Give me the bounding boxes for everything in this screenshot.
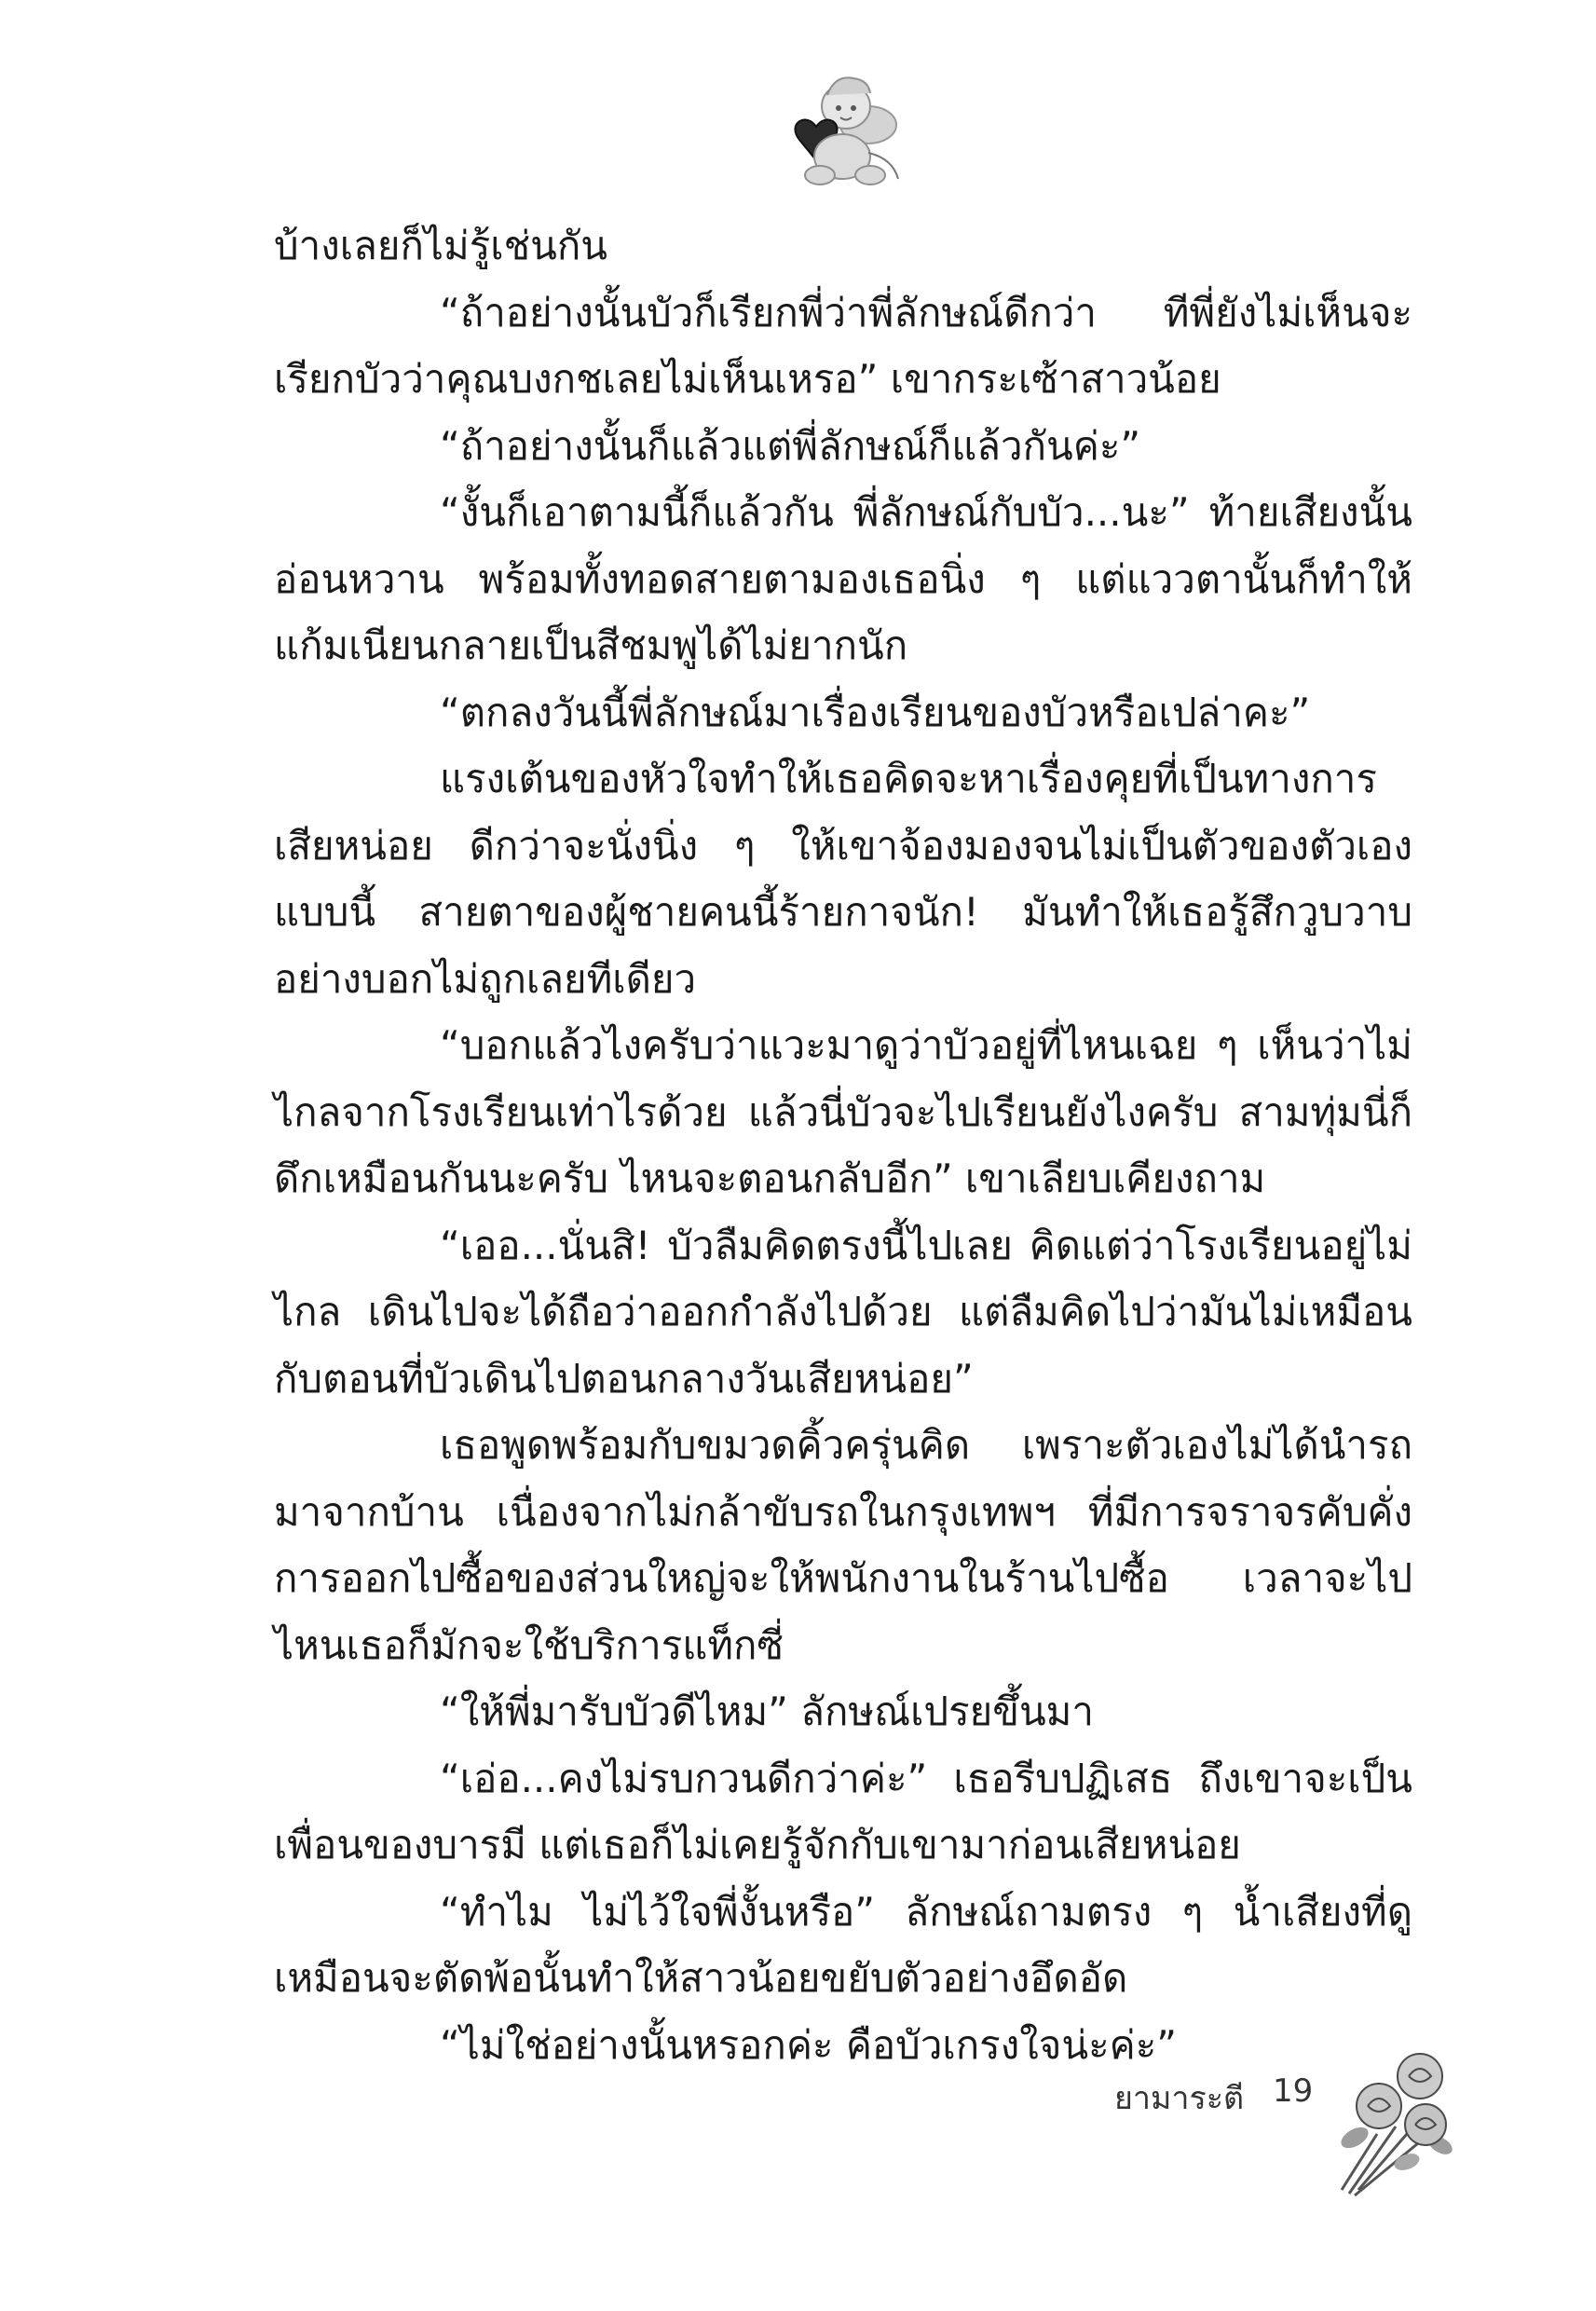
paragraph: “ถ้าอย่างนั้นบัวก็เรียกพี่ว่าพี่ลักษณ์ดีกว่า ทีพี่ยังไม่เห็นจะเรียกบัวว่าคุณบงกชเลยไม่เห็นเหรอ” เขากระเซ้าสาวน้อย: [274, 289, 1412, 402]
paragraph: บ้างเลยก็ไม่รู้เช่นกัน: [274, 223, 607, 268]
body-text: [274, 212, 1412, 2078]
paragraph: “ตกลงวันนี้พี่ลักษณ์มาเรื่องเรียนของบัวหรือเปล่าคะ”: [440, 689, 1311, 735]
page-number: 19: [1273, 2072, 1314, 2110]
paragraph: “ให้พี่มารับบัวดีไหม” ลักษณ์เปรยขึ้นมา: [440, 1689, 1094, 1734]
cherub-heart-ornament: [779, 67, 906, 190]
paragraph: “ทำไม ไม่ไว้ใจพี่งั้นหรือ” ลักษณ์ถามตรง ๆ น้ำเสียงที่ดูเหมือนจะตัดพ้อนั้นทำให้สาวน้อยขยับตัวอย่างอึดอัด: [274, 1888, 1412, 2001]
paragraph: “บอกแล้วไงครับว่าแวะมาดูว่าบัวอยู่ที่ไหนเฉย ๆ เห็นว่าไม่ไกลจากโรงเรียนเท่าไรด้วย แล้วนี่บัวจะไปเรียนยังไงครับ สามทุ่มนี่ก็ดึกเหมือนกันนะครับ ไหนจะตอนกลับอีก” เขาเลียบเคียงถาม: [274, 1022, 1412, 1201]
paragraph: “ถ้าอย่างนั้นก็แล้วแต่พี่ลักษณ์ก็แล้วกันค่ะ”: [440, 422, 1141, 469]
paragraph: “ไม่ใช่อย่างนั้นหรอกค่ะ คือบัวเกรงใจน่ะค่ะ”: [440, 2021, 1178, 2068]
paragraph: “งั้นก็เอาตามนี้ก็แล้วกัน พี่ลักษณ์กับบัว...นะ” ท้ายเสียงนั้นอ่อนหวาน พร้อมทั้งทอดสายตามองเธอนิ่ง ๆ แต่แววตานั้นก็ทำให้แก้มเนียนกลายเป็นสีชมพูได้ไม่ยากนัก: [274, 489, 1412, 668]
paragraph: “เออ...นั่นสิ! บัวลืมคิดตรงนี้ไปเลย คิดแต่ว่าโรงเรียนอยู่ไม่ไกล เดินไปจะได้ถือว่าออกกำลังไปด้วย แต่ลืมคิดไปว่ามันไม่เหมือนกับตอนที่บัวเดินไปตอนกลางวันเสียหน่อย”: [274, 1222, 1412, 1402]
rose-bouquet-ornament: [1321, 2041, 1461, 2197]
running-footer-title: ยามาระตี: [1114, 2080, 1245, 2117]
paragraph: “เอ่อ...คงไม่รบกวนดีกว่าค่ะ” เธอรีบปฏิเสธ ถึงเขาจะเป็นเพื่อนของบารมี แต่เธอก็ไม่เคยรู้จักกับเขามาก่อนเสียหน่อย: [274, 1755, 1412, 1867]
paragraph: เธอพูดพร้อมกับขมวดคิ้วครุ่นคิด เพราะตัวเองไม่ได้นำรถมาจากบ้าน เนื่องจากไม่กล้าขับรถในกรุงเทพฯ ที่มีการจราจรคับคั่ง การออกไปซื้อของส่วนใหญ่จะให้พนักงานในร้านไปซื้อ เวลาจะไปไหนเธอก็มักจะใช้บริการแท็กซี่: [274, 1422, 1412, 1668]
paragraph: แรงเต้นของหัวใจทำให้เธอคิดจะหาเรื่องคุยที่เป็นทางการเสียหน่อย ดีกว่าจะนั่งนิ่ง ๆ ให้เขาจ้องมองจนไม่เป็นตัวของตัวเองแบบนี้ สายตาของผู้ชายคนนี้ร้ายกาจนัก! มันทำให้เธอรู้สึกวูบวาบอย่างบอกไม่ถูกเลยทีเดียว: [274, 756, 1412, 1002]
